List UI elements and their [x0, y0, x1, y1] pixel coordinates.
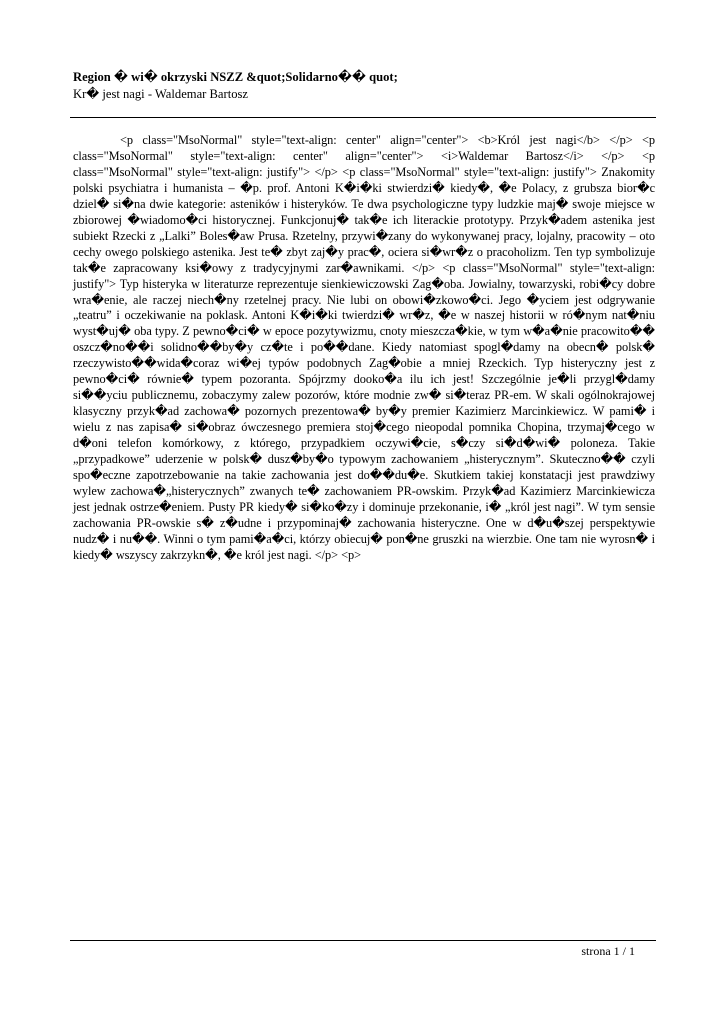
document-subtitle: Kr� jest nagi - Waldemar Bartosz [73, 87, 248, 101]
footer-divider [70, 940, 656, 941]
article-body: <p class="MsoNormal" style="text-align: center" align="center"> <b>Król jest nagi</b> </p> <p class="MsoNormal" style="text-align: center" align="center"> <i>Waldemar Bartosz</i> </p> <p class="MsoNormal" style="text-align: justify"> </p> <p class="MsoNormal" style="text-align: justify"> Znakomity polski psychiatra i humanista – �p. prof. Antoni K�i�ki stwierdzi� kiedy�, �e Polacy, z grubsza bior�c dziel� si�na dwie kategorie: asteników i histeryków. Te dwa psychologiczne typy ludzkie maj� swoje miejsce w zbiorowej �wiadomo�ci historycznej. Funkcjonuj� tak�e ich literackie prototypy. Przyk�adem astenika jest subiekt Rzecki z „Lalki” Boles�aw Prusa. Rzetelny, przywi�zany do wykonywanej pracy, lojalny, pracowity – oto cechy owego polskiego astenika. Jest te� zbyt zaj�y prac�, ociera si�wr�z o pracoholizm. Ten typ symbolizuje tak�e zapracowany ksi�owy z tradycyjnymi zar�awnikami. </p> <p class="MsoNormal" style="text-align: justify"> Typ histeryka w literaturze reprezentuje sienkiewiczowski Zag�oba. Jowialny, towarzyski, robi�cy dobre wra�enie, ale raczej niech�ny rzetelnej pracy. Nie lubi on obowi�zkowo�ci. Jego �yciem jest odgrywanie „teatru” i oczekiwanie na poklask. Antoni K�i�ki twierdzi� wr�z, �e w naszej historii w ró�nym nat�niu wyst�uj� oba typy. Z pewno�ci� w epoce pozytywizmu, cnoty mieszcza�kie, w tym w�a�nie pracowito�� oszcz�no��i solidno��by�y cz�te i po��dane. Kiedy natomiast spogl�damy na obecn� polsk� rzeczywisto��wida�coraz wi�ej typów podobnych Zag�obie a mniej Rzeckich. Typ histeryczny jest z pewno�ci� równie� typem pozoranta. Spójrzmy dooko�a ilu ich jest! Szczególnie je�li przygl�damy si��yciu publicznemu, zobaczymy zalew pozorów, które modnie zw� si�teraz PR-em. W skali ogólnokrajowej klasyczny przyk�ad zachowa� pozornych prezentowa� by�y premier Kazimierz Marcinkiewicz. W pami� i wielu z nas zapisa� si�obraz ówczesnego premiera stoj�cego nieopodal pomnika Chopina, trzymaj�cego w d�oni telefon komórkowy, z którego, przypadkiem oczywi�cie, s�czy si�d�wi� poloneza. Takie „przypadkowe” uderzenie w polsk� dusz�by�o typowym zachowaniem „histerycznym”. Skuteczno�� czyli spo�eczne zapotrzebowanie na takie zachowania jest do��du�e. Skutkiem takiej konstatacji jest prawdziwy wylew zachowa�„histerycznych” zwanych te� zachowaniem PR-owskim. Przyk�ad Kazimierz Marcinkiewicza jest jednak ostrze�eniem. Pusty PR kiedy� si�ko�zy i dominuje przekonanie, i� „król jest nagi”. W tym sensie zachowania PR-owskie s� z�udne i przypominaj� zachowania histeryczne. One w d�u�szej perspektywie nudz� i nu��. Winni o tym pami�a�ci, którzy obiecuj� pon�ne gruszki na wierzbie. One tam nie wyrosn� i kiedy� wszyscy zakrzykn�, �e król jest nagi. </p> <p> [73, 133, 655, 562]
document-header [73, 69, 653, 102]
header-divider [70, 117, 656, 118]
document-title: Region � wi� okrzyski NSZZ &quot;Solidarno�� quot; [73, 70, 398, 84]
page-number: strona 1 / 1 [581, 944, 635, 958]
